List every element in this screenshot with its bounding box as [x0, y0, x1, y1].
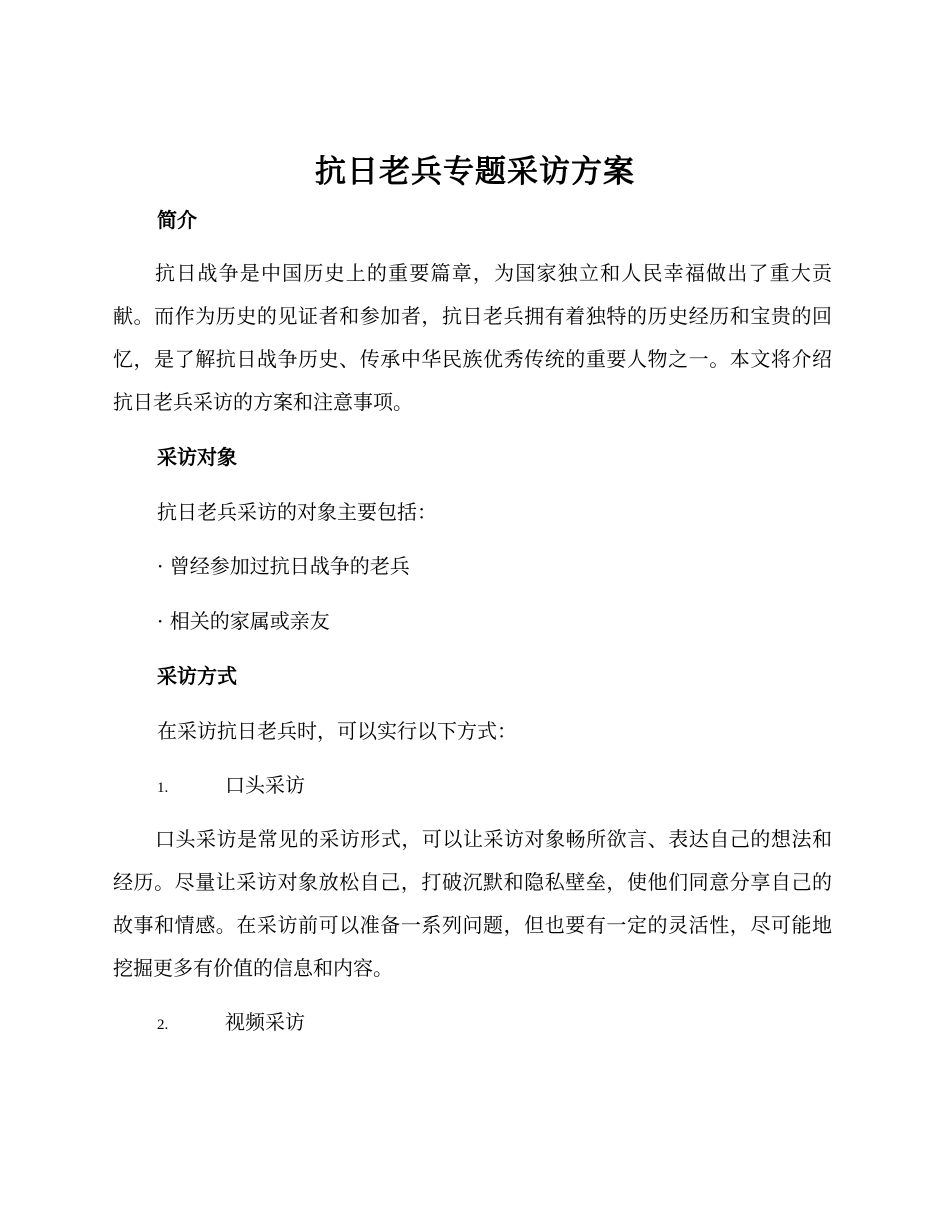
- methods-lead: 在采访抗日老兵时，可以实行以下方式：: [157, 719, 517, 743]
- subjects-bullet-1: · 曾经参加过抗日战争的老兵: [157, 554, 410, 578]
- subjects-lead: 抗日老兵采访的对象主要包括：: [157, 500, 437, 524]
- method-item-2-label: 视频采访: [225, 1010, 305, 1034]
- section-heading-subjects: 采访对象: [157, 445, 237, 469]
- method-item-1-label: 口头采访: [225, 773, 305, 797]
- section-heading-methods: 采访方式: [157, 664, 237, 688]
- document-title: 抗日老兵专题采访方案: [315, 154, 635, 190]
- method-item-1-paragraph: 口头采访是常见的采访形式，可以让采访对象畅所欲言、表达自己的想法和经历。尽量让采访对象放松自己，打破沉默和隐私壁垒，使他们同意分享自己的故事和情感。在采访前可以准备一系列问题，但也要有一定的灵活性，尽可能地挖掘更多有价值的信息和内容。: [113, 827, 832, 980]
- method-item-1-number: 1.: [157, 780, 169, 796]
- intro-paragraph: 抗日战争是中国历史上的重要篇章，为国家独立和人民幸福做出了重大贡献。而作为历史的见证者和参加者，抗日老兵拥有着独特的历史经历和宝贵的回忆，是了解抗日战争历史、传承中华民族优秀传统的重要人物之一。本文将介绍抗日老兵采访的方案和注意事项。: [113, 261, 832, 414]
- subjects-bullet-2: · 相关的家属或亲友: [157, 609, 330, 633]
- method-item-2-number: 2.: [157, 1017, 169, 1033]
- method-item-2: [157, 1007, 305, 1040]
- method-item-1: [157, 770, 305, 803]
- section-heading-intro: 简介: [157, 208, 197, 232]
